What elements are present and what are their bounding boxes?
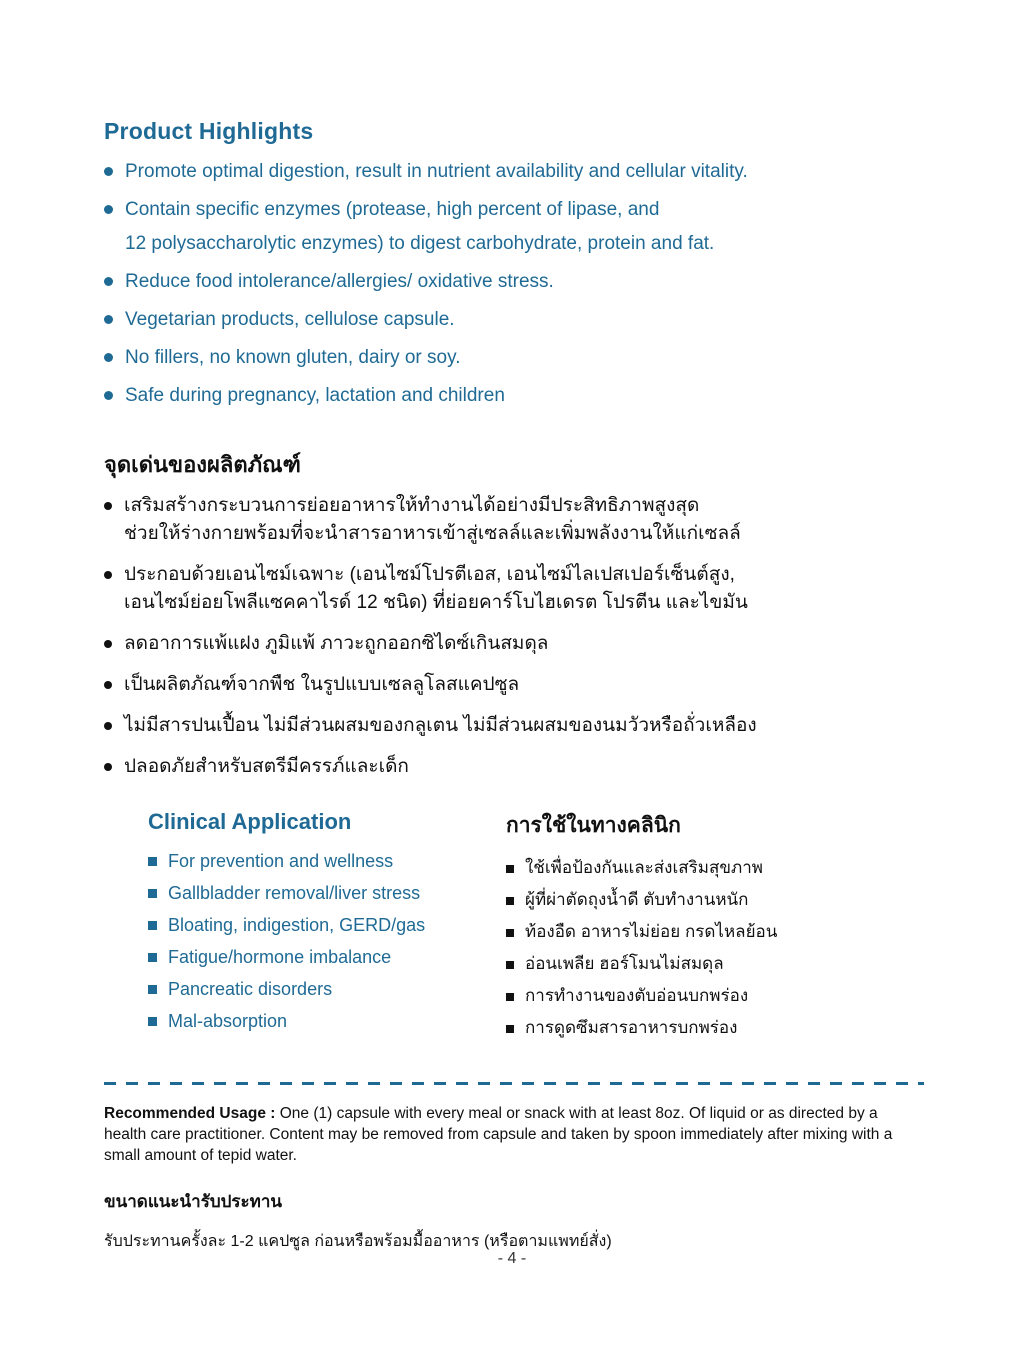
list-item-label: การทำงานของตับอ่อนบกพร่อง bbox=[525, 986, 749, 1005]
list-item-label: อ่อนเพลีย ฮอร์โมนไม่สมดุล bbox=[525, 954, 724, 973]
list-item bbox=[104, 561, 924, 617]
list-item bbox=[506, 952, 884, 976]
list-item-label: ใช้เพื่อป้องกันและส่งเสริมสุขภาพ bbox=[525, 858, 763, 877]
list-item-label bbox=[124, 492, 741, 548]
list-item-label: Promote optimal digestion, result in nutrient availability and cellular vitality. bbox=[125, 161, 748, 182]
clinical-application-column-en bbox=[104, 809, 484, 1048]
list-item bbox=[506, 856, 884, 880]
bullet-dot-icon bbox=[104, 681, 112, 689]
list-item bbox=[148, 1009, 484, 1033]
bullet-dot-icon bbox=[104, 391, 113, 400]
clinical-application-list-th bbox=[506, 856, 884, 1040]
list-item bbox=[104, 269, 924, 294]
list-item-label: ปลอดภัยสำหรับสตรีมีครรภ์และเด็ก bbox=[124, 756, 409, 777]
list-item-label: Safe during pregnancy, lactation and children bbox=[125, 385, 505, 406]
bullet-square-icon bbox=[506, 897, 514, 905]
list-item bbox=[506, 1016, 884, 1040]
bullet-square-icon bbox=[506, 865, 514, 873]
spacer bbox=[104, 421, 924, 447]
list-item-label: ลดอาการแพ้แฝง ภูมิแพ้ ภาวะถูกออกซิไดซ์เกินสมดุล bbox=[124, 633, 549, 654]
list-item-label: Vegetarian products, cellulose capsule. bbox=[125, 309, 455, 330]
bullet-square-icon bbox=[506, 1025, 514, 1033]
usage-title-th: ขนาดแนะนำรับประทาน bbox=[104, 1192, 283, 1211]
clinical-application-column-th bbox=[484, 809, 884, 1048]
list-item-label: การดูดซึมสารอาหารบกพร่อง bbox=[525, 1018, 738, 1037]
list-item bbox=[148, 945, 484, 969]
list-item-label: Gallbladder removal/liver stress bbox=[168, 883, 421, 903]
product-highlights-list-th bbox=[104, 492, 924, 781]
list-item-line2: 12 polysaccharolytic enzymes) to digest carbohydrate, protein and fat. bbox=[125, 233, 715, 254]
list-item bbox=[104, 345, 924, 370]
bullet-square-icon bbox=[148, 953, 157, 962]
list-item-line1: เสริมสร้างกระบวนการย่อยอาหารให้ทำงานได้อย่างมีประสิทธิภาพสูงสุด bbox=[124, 495, 700, 516]
list-item bbox=[506, 888, 884, 912]
bullet-dot-icon bbox=[104, 571, 112, 579]
page-title-product-highlights: Product Highlights bbox=[104, 118, 314, 144]
list-item-label: ท้องอืด อาหารไม่ย่อย กรดไหลย้อน bbox=[525, 922, 778, 941]
recommended-usage-paragraph bbox=[104, 1103, 904, 1166]
list-item bbox=[148, 913, 484, 937]
list-item-label: ไม่มีสารปนเปื้อน ไม่มีส่วนผสมของกลูเตน ไม่มีส่วนผสมของนมวัวหรือถั่วเหลือง bbox=[124, 715, 757, 736]
list-item-line2: ช่วยให้ร่างกายพร้อมที่จะนำสารอาหารเข้าสู่เซลล์และเพิ่มพลังงานให้แก่เซลล์ bbox=[124, 523, 741, 544]
bullet-square-icon bbox=[148, 857, 157, 866]
bullet-square-icon bbox=[506, 993, 514, 1001]
list-item-label: Bloating, indigestion, GERD/gas bbox=[168, 915, 426, 935]
clinical-application-title-th: การใช้ในทางคลินิก bbox=[506, 814, 681, 837]
list-item-label: No fillers, no known gluten, dairy or soy. bbox=[125, 347, 461, 368]
bullet-dot-icon bbox=[104, 277, 113, 286]
list-item bbox=[104, 383, 924, 408]
list-item bbox=[506, 920, 884, 944]
list-item-line1: Contain specific enzymes (protease, high percent of lipase, and bbox=[125, 199, 660, 220]
list-item bbox=[104, 630, 924, 658]
list-item-line1: ประกอบด้วยเอนไซม์เฉพาะ (เอนไซม์โปรตีเอส, เอนไซม์ไลเปสเปอร์เซ็นต์สูง, bbox=[124, 564, 735, 585]
bullet-dot-icon bbox=[104, 722, 112, 730]
list-item-label: ผู้ที่ผ่าตัดถุงน้ำดี ตับทำงานหนัก bbox=[525, 890, 749, 909]
list-item-line2: เอนไซม์ย่อยโพลีแซคคาไรด์ 12 ชนิด) ที่ย่อยคาร์โบไฮเดรต โปรตีน และไขมัน bbox=[124, 592, 748, 613]
bullet-square-icon bbox=[506, 961, 514, 969]
list-item bbox=[506, 984, 884, 1008]
bullet-square-icon bbox=[148, 889, 157, 898]
list-item bbox=[104, 671, 924, 699]
list-item bbox=[104, 197, 924, 256]
list-item-label: Reduce food intolerance/allergies/ oxidative stress. bbox=[125, 271, 554, 292]
list-item-label: Fatigue/hormone imbalance bbox=[168, 947, 392, 967]
list-item bbox=[104, 753, 924, 781]
bullet-dot-icon bbox=[104, 502, 112, 510]
bullet-square-icon bbox=[148, 1017, 157, 1026]
bullet-dot-icon bbox=[104, 640, 112, 648]
bullet-dot-icon bbox=[104, 353, 113, 362]
recommended-usage-label: Recommended Usage : bbox=[104, 1105, 276, 1122]
list-item bbox=[104, 307, 924, 332]
page-number: - 4 - bbox=[497, 1250, 527, 1267]
clinical-application-title-en: Clinical Application bbox=[148, 809, 352, 834]
recommended-usage-text: One (1) capsule with every meal or snack with at least 8oz. Of liquid or as directed by a health care practitioner. Content may be removed from capsule and taken by spoon immediately after mixing with a small amount of tepid water. bbox=[104, 1105, 893, 1164]
clinical-application-columns bbox=[104, 809, 924, 1048]
list-item-label: Pancreatic disorders bbox=[168, 979, 333, 999]
list-item bbox=[148, 881, 484, 905]
list-item-label: เป็นผลิตภัณฑ์จากพืช ในรูปแบบเซลลูโลสแคปซูล bbox=[124, 674, 520, 695]
bullet-square-icon bbox=[148, 921, 157, 930]
usage-text-th: รับประทานครั้งละ 1-2 แคปซูล ก่อนหรือพร้อมมื้ออาหาร (หรือตามแพทย์สั่ง) bbox=[104, 1233, 612, 1250]
clinical-application-list-en bbox=[148, 849, 484, 1033]
list-item bbox=[104, 159, 924, 184]
bullet-square-icon bbox=[506, 929, 514, 937]
list-item-label: For prevention and wellness bbox=[168, 851, 394, 871]
bullet-square-icon bbox=[148, 985, 157, 994]
bullet-dot-icon bbox=[104, 167, 113, 176]
product-highlights-list-en bbox=[104, 159, 924, 408]
list-item-label: Mal-absorption bbox=[168, 1011, 288, 1031]
bullet-dot-icon bbox=[104, 315, 113, 324]
bullet-dot-icon bbox=[104, 205, 113, 214]
bullet-dot-icon bbox=[104, 763, 112, 771]
list-item-label bbox=[125, 197, 714, 256]
list-item bbox=[148, 977, 484, 1001]
page-title-product-highlights-th: จุดเด่นของผลิตภัณฑ์ bbox=[104, 452, 301, 477]
list-item-label bbox=[124, 561, 748, 617]
list-item bbox=[148, 849, 484, 873]
list-item bbox=[104, 492, 924, 548]
list-item bbox=[104, 712, 924, 740]
section-divider bbox=[104, 1082, 924, 1085]
